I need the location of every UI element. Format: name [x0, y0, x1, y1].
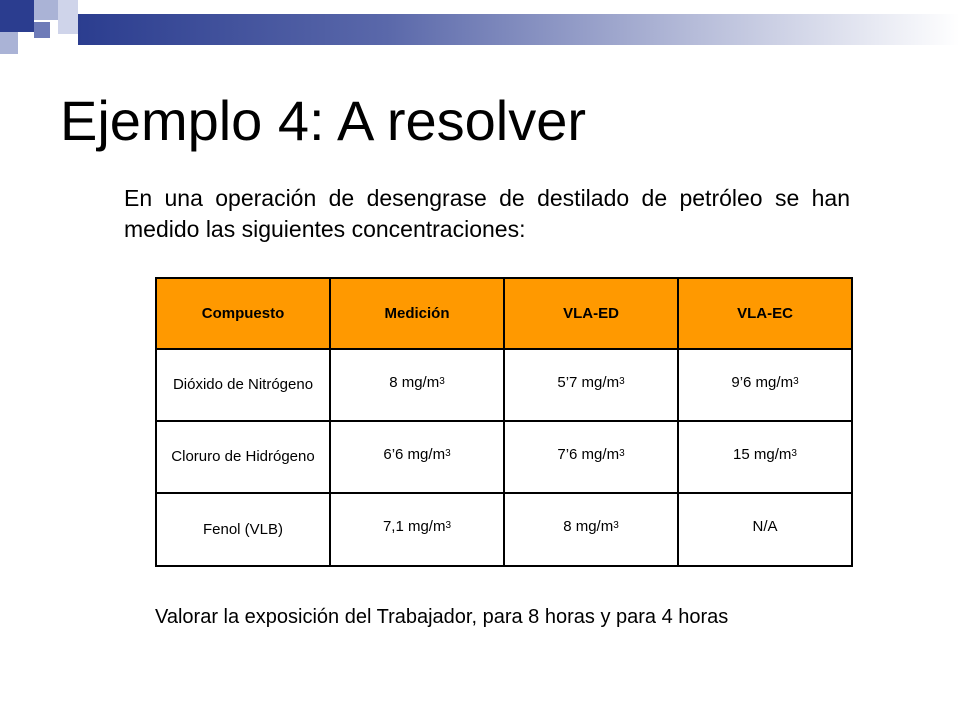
header-vla-ec: VLA-EC [678, 278, 852, 349]
cell-vla-ed [504, 421, 678, 493]
header-medicion: Medición [330, 278, 504, 349]
decor-square-light [34, 0, 58, 20]
header-compuesto: Compuesto [156, 278, 330, 349]
cell-vla-ec [678, 349, 852, 421]
cell-value: 15 mg/m [733, 445, 792, 463]
cell-medicion [330, 421, 504, 493]
cell-value: 8 mg/m [389, 373, 440, 391]
cell-vla-ec [678, 493, 852, 566]
cell-vla-ed [504, 493, 678, 566]
cell-compuesto: Fenol (VLB) [156, 493, 330, 566]
table-row [156, 349, 852, 421]
slide-title: Ejemplo 4: A resolver [60, 89, 587, 152]
cell-exponent: 3 [793, 375, 799, 387]
decor-square-light-lower [0, 32, 18, 54]
cell-vla-ec [678, 421, 852, 493]
cell-exponent: 3 [619, 447, 625, 459]
table-row [156, 421, 852, 493]
cell-exponent: 3 [445, 520, 452, 531]
table-row [156, 493, 852, 566]
cell-value: 7,1 mg/m [382, 518, 446, 535]
cell-value: 7’6 mg/m [557, 445, 620, 463]
cell-compuesto: Dióxido de Nitrógeno [156, 349, 330, 421]
cell-value: 8 mg/m [563, 518, 614, 535]
cell-medicion [330, 349, 504, 421]
cell-exponent: 3 [791, 447, 797, 459]
cell-value: 5’7 mg/m [557, 373, 620, 391]
decor-square-mid [34, 22, 50, 38]
cell-exponent: 3 [445, 447, 451, 459]
exercise-instruction: Valorar la exposición del Trabajador, para 8 horas y para 4 horas [155, 606, 729, 628]
cell-value: 9’6 mg/m [731, 373, 794, 391]
header-gradient-band [78, 14, 960, 45]
decor-square-dark [0, 0, 34, 32]
intro-paragraph: En una operación de desengrase de destilado de petróleo se han medido las siguientes concentraciones: [124, 185, 850, 242]
cell-value: N/A [752, 518, 778, 535]
cell-medicion [330, 493, 504, 566]
cell-vla-ed [504, 349, 678, 421]
cell-exponent: 3 [613, 520, 619, 531]
concentrations-table [155, 277, 853, 567]
table-header-row [156, 278, 852, 349]
decor-square-pale [58, 0, 78, 34]
cell-value: 6’6 mg/m [383, 445, 446, 463]
cell-exponent: 3 [619, 375, 625, 387]
cell-compuesto: Cloruro de Hidrógeno [156, 421, 330, 493]
cell-exponent: 3 [439, 375, 445, 387]
header-vla-ed: VLA-ED [504, 278, 678, 349]
